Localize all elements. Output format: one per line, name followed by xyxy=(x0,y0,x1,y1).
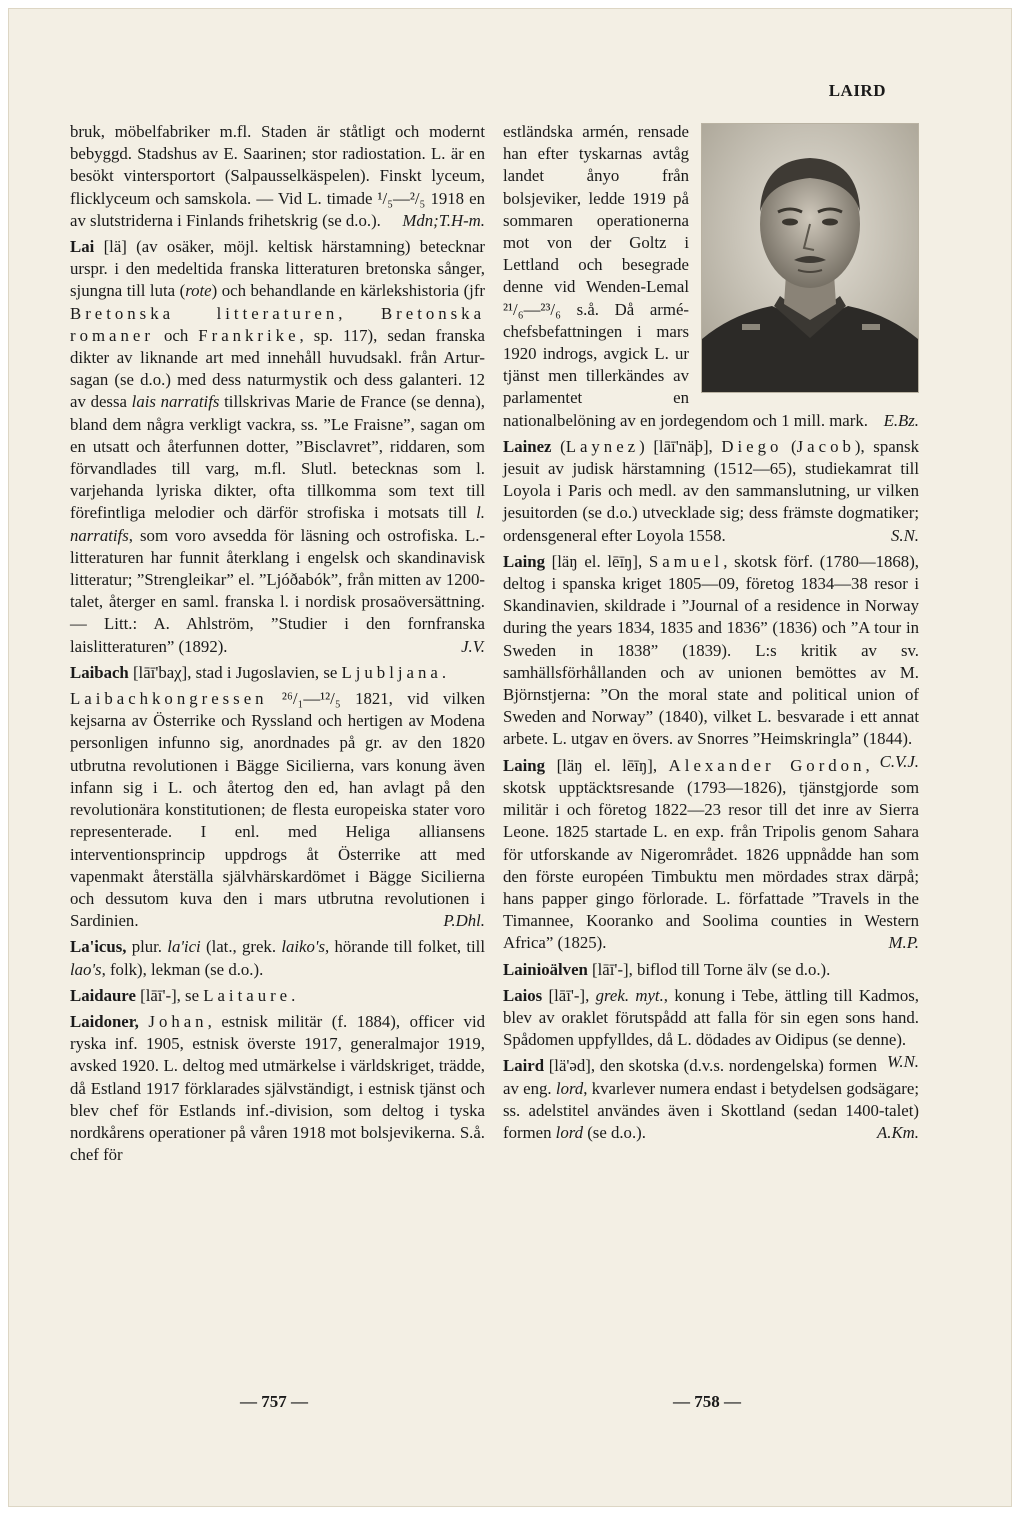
entry-lahtis-continued: bruk, möbelfabriker m.fl. Staden är ståtligt och modernt bebyggd. Stadshus av E. Saarinen; stor radiostation. L. är en besökt vintersportort (Salpausselkäspelen). Finskt lyceum, flicklyceum och samskola. — Vid L. timade ¹/₅—²/₅ 1918 en av slutstriderna i Finlands frihetskrig (se d.o.). Mdn;T.H-m. xyxy=(70,121,485,232)
headword: Laird xyxy=(503,1056,545,1076)
signature: P.Dhl. xyxy=(443,911,485,931)
headword: Laing xyxy=(503,755,545,775)
running-head: LAIRD xyxy=(828,81,886,100)
page-number-left: — 757 — xyxy=(240,1392,308,1411)
page-number-right: — 758 — xyxy=(673,1392,741,1411)
signature: W.N. xyxy=(886,1052,919,1072)
entry-laidoner-continued: estländska armén, rensade han efter tyskarnas avtåg landet ånyo från bolsjeviker, ledde 1919 på sommaren operationerna mot von der Goltz i Lettland och besegrade denne vid Wenden-Lemal ²¹/₆—²³/₆ s.å. Då arméchefsbefattningen i mars 1920 indrogs, avgick L. ur tjänst men tillerkändes av parlamentet en nationalbelöning av en jordegendom och 1 mill. mark. E.Bz. xyxy=(503,121,919,432)
cross-reference: Bretonska litteraturen xyxy=(70,303,339,323)
left-column xyxy=(70,121,485,1170)
signature: J.V. xyxy=(461,636,485,656)
signature: S.N. xyxy=(891,525,919,545)
headword: Laibach xyxy=(70,662,129,682)
headword: Lai xyxy=(70,237,95,257)
entry-laing-alexander: Laing [läŋ el. lēīŋ], Alexander Gordon, skotsk upptäcktsresande (1793—1826), tjänstgjorde som militär i och företog 1822—23 resor till det inre av Sierra Leone. 1825 startade L. en exp. från Tripolis genom Sahara för utforskande av Nigerområdet. 1826 uppnådde han som den förste européen Timbuktu men mördades strax därpå; hans papper gingo förlorade. L. författade ”Travels in the Timannee, Kooranko and Soolima counties in Western Africa” (1825). M.P. xyxy=(503,755,919,955)
cross-reference: Laitaure xyxy=(203,985,292,1005)
headword: Laios xyxy=(503,985,543,1005)
headword: Laidoner, xyxy=(70,1011,139,1031)
portrait-photo xyxy=(701,123,919,393)
headword: Lainioälven xyxy=(503,959,588,979)
entry-laios: Laios [lāī'-], grek. myt., konung i Tebe, ättling till Kadmos, blev av oraklet förutspådd att falla för sin egen sons hand. Spådomen uppfylldes, då L. dödades av Oidipus (se denne). W.N. xyxy=(503,985,919,1052)
cross-reference: Ljubljana xyxy=(341,662,442,682)
right-column xyxy=(503,121,919,1148)
person-name: Diego xyxy=(721,436,783,456)
entry-lai: Lai [lä] (av osäker, möjl. keltisk härstamning) betecknar urspr. i den medeltida franska litteraturen bretonska sånger, sjungna till luta (rote) och behandlande en kärlekshistoria (jfr Bretonska litteraturen, Bretonska romaner och Frankrike, sp. 117), sedan franska dikter av liknande art med innehåll huvudsakl. från Artur-sagan (se d.o.) med dess naturmystik och dess galanteri. 12 av dessa lais narratifs tillskrivas Marie de France (se denna), bland dem några verkligt vackra, ss. ”Le Fraisne”, sagan om en utsatt och återfunnen dotter, ”Bisclavret”, riddaren, som förvandlades till varg, m.fl. Slutl. betecknas som l. varjehanda lyriska dikter, ofta tillkomma som text till förefintliga melodier och därför strofiska i motsats till l. narratifs, som voro avsedda för läsning och ostrofiska. L.-litteraturen har funnit återklang i engelsk och skandinavisk litteratur; ”Strengleikar” el. ”Ljóðabók”, från mitten av 1200-talet, återger en saml. franska l. i nordisk prosaöversättning. — Litt.: A. Ahlström, ”Studier i den fornfranska laislitteraturen” (1892). J.V. xyxy=(70,236,485,658)
signature: C.V.J. xyxy=(879,751,919,771)
entry-laidaure: Laidaure [lāī'-], se Laitaure. xyxy=(70,985,296,1005)
entry-laicus: La'icus, plur. la'ici (lat., grek. laiko's, hörande till folket, till lao's, folk), lekman (se d.o.). xyxy=(70,937,485,979)
signature: M.P. xyxy=(888,933,919,953)
headword: La'icus, xyxy=(70,937,127,957)
entry-laing-samuel: Laing [läŋ el. lēīŋ], Samuel, skotsk förf. (1780—1868), deltog i spanska kriget 1805—09, företog 1834—38 resor i Skandinavien, skildrade i ”Journal of a residence in Norway during the years 1834, 1835 and 1836” (1836) och ”A tour in Sweden in 1838” (1839). L:s kritik av sv. samhällsförhållanden och av unionen bemöttes av M. Björnstjerna: ”On the moral state and political union of Sweden and Norway” (1840), vilket L. besvarade i ett annat arbete. L. utgav en övers. av Snorres ”Heimskringla” (1844). C.V.J. xyxy=(503,551,919,751)
headword: Laing xyxy=(503,551,545,571)
headword: Lainez xyxy=(503,436,552,456)
person-name: Samuel xyxy=(648,551,724,571)
person-name: Johan xyxy=(148,1011,208,1031)
signature: E.Bz. xyxy=(883,410,919,430)
entry-laibach: Laibach [lāī'baχ], stad i Jugoslavien, se Ljubljana. xyxy=(70,662,447,682)
portrait-image xyxy=(702,124,918,392)
cross-reference: Frankrike xyxy=(198,325,300,345)
person-name: Alexander Gordon xyxy=(668,755,866,775)
entry-laidoner: Laidoner, Johan, estnisk militär (f. 1884), officer vid ryska inf. 1905, estnisk överste 1917, generalmajor 1919, avsked 1920. L. deltog med utmärkelse i världskriget, trädde, då Estland 1917 förklarades självständigt, i estnisk tjänst och blev chef för Estlands inf.-division, som deltog i tyska nordkårens operationer på våren 1918 mot bolsjevikerna. S.å. chef för xyxy=(70,1011,486,1165)
entry-lainez: Lainez (Laynez) [lāī'näþ], Diego (Jacob), spansk jesuit av judisk härstamning (1512—65), studiekamrat till Loyola i Paris och medl. av den sammanslutning, ur vilken jesuitorden (se d.o.) utvecklade sig; dess främste dogmatiker; ordensgeneral efter Loyola 1558. S.N. xyxy=(503,436,919,547)
entry-laibachkongressen: Laibachkongressen ²⁶/₁—¹²/₅ 1821, vid vilken kejsarna av Österrike och Ryssland och hertigen av Modena personligen infunno sig, anordnades på gr. av den 1820 utbrutna revolutionen i Bägge Sicilierna, vars konung även infann sig i L. och återtog den ed, han avlagt på den revolutionära konstitutionen; de flesta europeiska stater voro representerade. I enl. med Heliga alliansens interventionsprincip uppdrogs åt Österrike att med vapenmakt återställa självhärskardömet i Bägge Sicilierna och dessutom kuva den i mars utbrutna revolutionen i Sardinien. P.Dhl. xyxy=(70,688,485,932)
signature: Mdn;T.H-m. xyxy=(402,210,485,230)
signature: A.Km. xyxy=(877,1122,919,1142)
headword: Laibachkongressen xyxy=(70,689,268,709)
cross-reference: Bretonska romaner xyxy=(70,303,486,345)
entry-laird: Laird [lä'əd], den skotska (d.v.s. nordengelska) formen av eng. lord, kvarlever numera endast i betydelsen godsägare; ss. adelstitel användes även i Skottland (sedan 1400-talet) formen lord (se d.o.). A.Km. xyxy=(503,1055,919,1144)
encyclopedia-page xyxy=(8,8,1012,1507)
headword: Laidaure xyxy=(70,985,136,1005)
entry-lainioalven: Lainioälven [lāī'-], biflod till Torne älv (se d.o.). xyxy=(503,959,831,979)
